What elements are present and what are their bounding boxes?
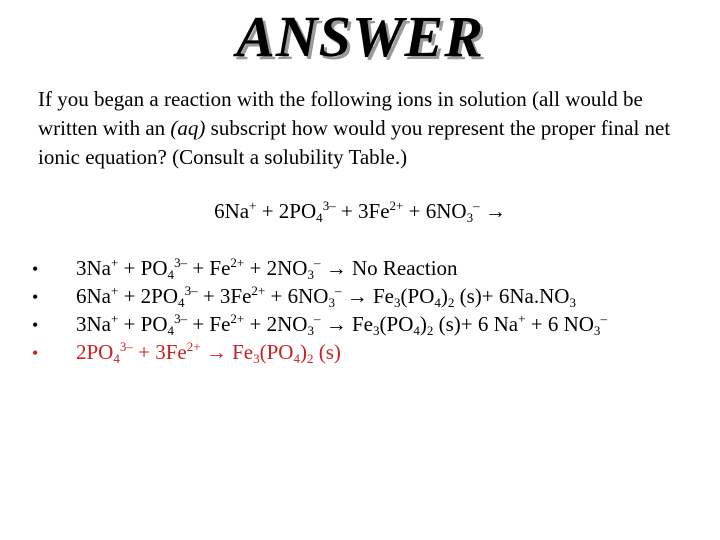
eq-text: (PO xyxy=(400,284,435,308)
eq-charge: 3– xyxy=(184,283,198,299)
eq-subscript: 2 xyxy=(447,294,455,310)
eq-text: + PO xyxy=(118,312,168,336)
eq-charge: + xyxy=(111,255,119,271)
eq-text: 3Na xyxy=(76,312,111,336)
eq-text: (PO xyxy=(259,340,294,364)
eq-text: (s) xyxy=(313,340,341,364)
eq-charge: 2+ xyxy=(251,283,266,299)
eq-text: ) xyxy=(299,340,307,364)
option-2-equation xyxy=(76,282,576,310)
eq-subscript: 3 xyxy=(307,322,314,338)
eq-text: + 3Fe xyxy=(335,199,390,223)
eq-subscript: 3 xyxy=(328,294,335,310)
eq-subscript: 3 xyxy=(373,322,380,338)
answer-options-list xyxy=(32,254,712,366)
eq-text: + Fe xyxy=(187,256,231,280)
bullet-icon: • xyxy=(32,343,39,363)
bullet-icon: • xyxy=(32,259,39,279)
eq-text: 3Na xyxy=(76,256,111,280)
eq-charge: – xyxy=(334,283,342,299)
eq-text: + 2PO xyxy=(256,199,317,223)
option-4-equation xyxy=(76,338,341,366)
eq-subscript: 3 xyxy=(569,294,576,310)
eq-subscript: 4 xyxy=(413,322,420,338)
eq-subscript: 3 xyxy=(307,266,314,282)
eq-charge: 2+ xyxy=(389,198,404,214)
question-part-2: subscript how would you represent the proper final net ionic equation? (Consult a solubility Table.) xyxy=(38,116,671,169)
eq-text: 6Na xyxy=(76,284,111,308)
eq-subscript: 4 xyxy=(434,294,441,310)
eq-charge: 3– xyxy=(174,311,188,327)
aq-label: (aq) xyxy=(170,116,206,140)
list-item-option-4-answer xyxy=(32,338,712,366)
eq-text: + PO xyxy=(118,256,168,280)
eq-charge: + xyxy=(518,311,526,327)
eq-subscript: 2 xyxy=(306,350,314,366)
question-part-1: If you began a reaction with the following ions in solution (all would be written with an xyxy=(38,87,643,140)
eq-charge: 2+ xyxy=(186,339,201,355)
eq-subscript: 3 xyxy=(253,350,260,366)
eq-charge: 3– xyxy=(174,255,188,271)
eq-text: → Fe xyxy=(341,284,394,308)
eq-text: 6Na xyxy=(214,199,250,223)
eq-text: (s)+ 6 Na xyxy=(433,312,519,336)
list-item-option-1 xyxy=(32,254,712,282)
eq-charge: 2+ xyxy=(230,311,245,327)
eq-text: 2PO xyxy=(76,340,114,364)
starting-ions-equation xyxy=(0,196,720,226)
eq-subscript: 4 xyxy=(167,266,175,282)
eq-charge: + xyxy=(111,311,119,327)
eq-text: (PO xyxy=(379,312,414,336)
eq-subscript: 4 xyxy=(113,350,120,366)
question-text xyxy=(38,85,698,172)
option-1-equation xyxy=(76,254,458,282)
eq-subscript: 4 xyxy=(316,209,323,225)
eq-text: + 6 NO xyxy=(525,312,594,336)
eq-text: (s)+ 6Na.NO xyxy=(454,284,570,308)
slide-title: ANSWER xyxy=(236,4,484,69)
eq-text: + 6NO xyxy=(265,284,329,308)
eq-charge: 3– xyxy=(322,198,336,214)
eq-charge: – xyxy=(313,255,321,271)
eq-text: → No Reaction xyxy=(320,256,458,280)
eq-text: → Fe xyxy=(320,312,373,336)
eq-charge: 2+ xyxy=(230,255,245,271)
option-3-equation xyxy=(76,310,607,338)
eq-subscript: 3 xyxy=(394,294,401,310)
eq-text: + Fe xyxy=(187,312,231,336)
list-item-option-3 xyxy=(32,310,712,338)
eq-text: + 3Fe xyxy=(132,340,187,364)
eq-charge: – xyxy=(313,311,321,327)
eq-text: + 6NO xyxy=(403,199,467,223)
eq-arrow-text: → xyxy=(479,199,506,223)
eq-text: + 2PO xyxy=(118,284,179,308)
eq-text: + 3Fe xyxy=(197,284,252,308)
eq-charge: 3– xyxy=(119,339,133,355)
list-item-option-2 xyxy=(32,282,712,310)
eq-text: ) xyxy=(419,312,427,336)
eq-text: + 2NO xyxy=(244,256,308,280)
eq-subscript: 3 xyxy=(593,322,601,338)
eq-subscript: 4 xyxy=(167,322,175,338)
bullet-icon: • xyxy=(32,287,39,307)
eq-charge: + xyxy=(111,283,119,299)
eq-subscript: 2 xyxy=(426,322,434,338)
eq-subscript: 4 xyxy=(178,294,185,310)
eq-charge: + xyxy=(249,198,257,214)
eq-text: ) xyxy=(440,284,448,308)
eq-charge: – xyxy=(473,198,480,214)
eq-text: + 2NO xyxy=(244,312,308,336)
bullet-icon: • xyxy=(32,315,39,335)
eq-charge: – xyxy=(600,311,607,327)
eq-subscript: 4 xyxy=(293,350,300,366)
eq-subscript: 3 xyxy=(466,209,474,225)
eq-text: → Fe xyxy=(200,340,254,364)
